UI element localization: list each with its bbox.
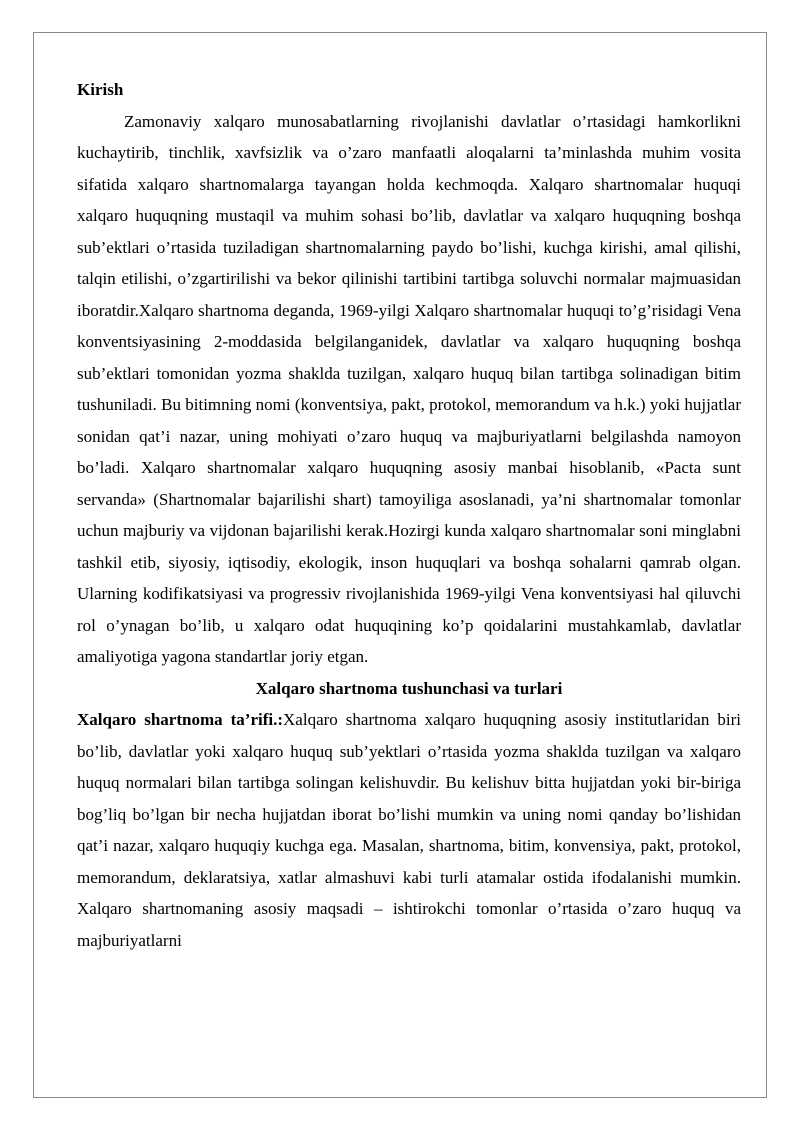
intro-paragraph: Zamonaviy xalqaro munosabatlarning rivojlanishi davlatlar o’rtasidagi hamkorlikni kuchaytirib, tinchlik, xavfsizlik va o’zaro manfaatli aloqalarni ta’minlashda muhim vosita sifatida xalqaro shartnomalarga tayangan holda kechmoqda. Xalqaro shartnomalar huquqi xalqaro huquqning mustaqil va muhim sohasi bo’lib, davlatlar va xalqaro huquqning boshqa sub’ektlari o’rtasida tuziladigan shartnomalarning paydo bo’lishi, kuchga kirishi, amal qilishi, talqin etilishi, o’zgartirilishi va bekor qilinishi tartibini tartibga soluvchi normalar majmuasidan iboratdir.Xalqaro shartnoma deganda, 1969-yilgi Xalqaro shartnomalar huquqi to’g’risidagi Vena konventsiyasining 2-moddasida belgilanganidek, davlatlar va xalqaro huquqning boshqa sub’ektlari tomonidan yozma shaklda tuzilgan, xalqaro huquq bilan tartibga solinadigan bitim tushuniladi. Bu bitimning nomi (konventsiya, pakt, protokol, memorandum va h.k.) yoki hujjatlar sonidan qat’i nazar, uning mohiyati o’zaro huquq va majburiyatlarni belgilashda namoyon bo’ladi. Xalqaro shartnomalar xalqaro huquqning asosiy manbai hisoblanib, «Pacta sunt servanda» (Shartnomalar bajarilishi shart) tamoyiliga asoslanadi, ya’ni shartnomalar tomonlar uchun majburiy va vijdonan bajarilishi kerak.Hozirgi kunda xalqaro shartnomalar soni minglabni tashkil etib, siyosiy, iqtisodiy, ekologik, inson huquqlari va boshqa sohalarni qamrab olgan. Ularning kodifikatsiyasi va progressiv rivojlanishida 1969-yilgi Vena konventsiyasi hal qiluvchi rol o’ynagan bo’lib, u xalqaro odat huquqining ko’p qoidalarini mustahkamlab, davlatlar amaliyotiga yagona standartlar joriy etgan. xyxy=(77,111,741,666)
definition-paragraph xyxy=(77,704,741,956)
intro-heading: Kirish xyxy=(77,80,124,99)
definition-text: Xalqaro shartnoma xalqaro huquqning asosiy institutlaridan biri bo’lib, davlatlar yoki xalqaro huquq sub’yektlari o’rtasida yozma shaklda tuzilgan va xalqaro huquq normalari bilan tartibga solingan kelishuvdir. Bu kelishuv bitta hujjatdan yoki bir-biriga bog’liq bo’lgan bir necha hujjatdan iborat bo’lishi mumkin va uning nomi qanday bo’lishidan qat’i nazar, xalqaro huquqiy kuchga ega. Masalan, shartnoma, bitim, konvensiya, pakt, protokol, memorandum, deklaratsiya, xatlar almashuvi kabi turli atamalar ostida ifodalanishi mumkin. Xalqaro shartnomaning asosiy maqsadi – ishtirokchi tomonlar o’rtasida o’zaro huquq va majburiyatlarni xyxy=(77,710,741,950)
definition-term: Xalqaro shartnoma ta’rifi.: xyxy=(77,710,284,729)
document-body xyxy=(77,74,741,956)
section-title: Xalqaro shartnoma tushunchasi va turlari xyxy=(255,678,563,698)
